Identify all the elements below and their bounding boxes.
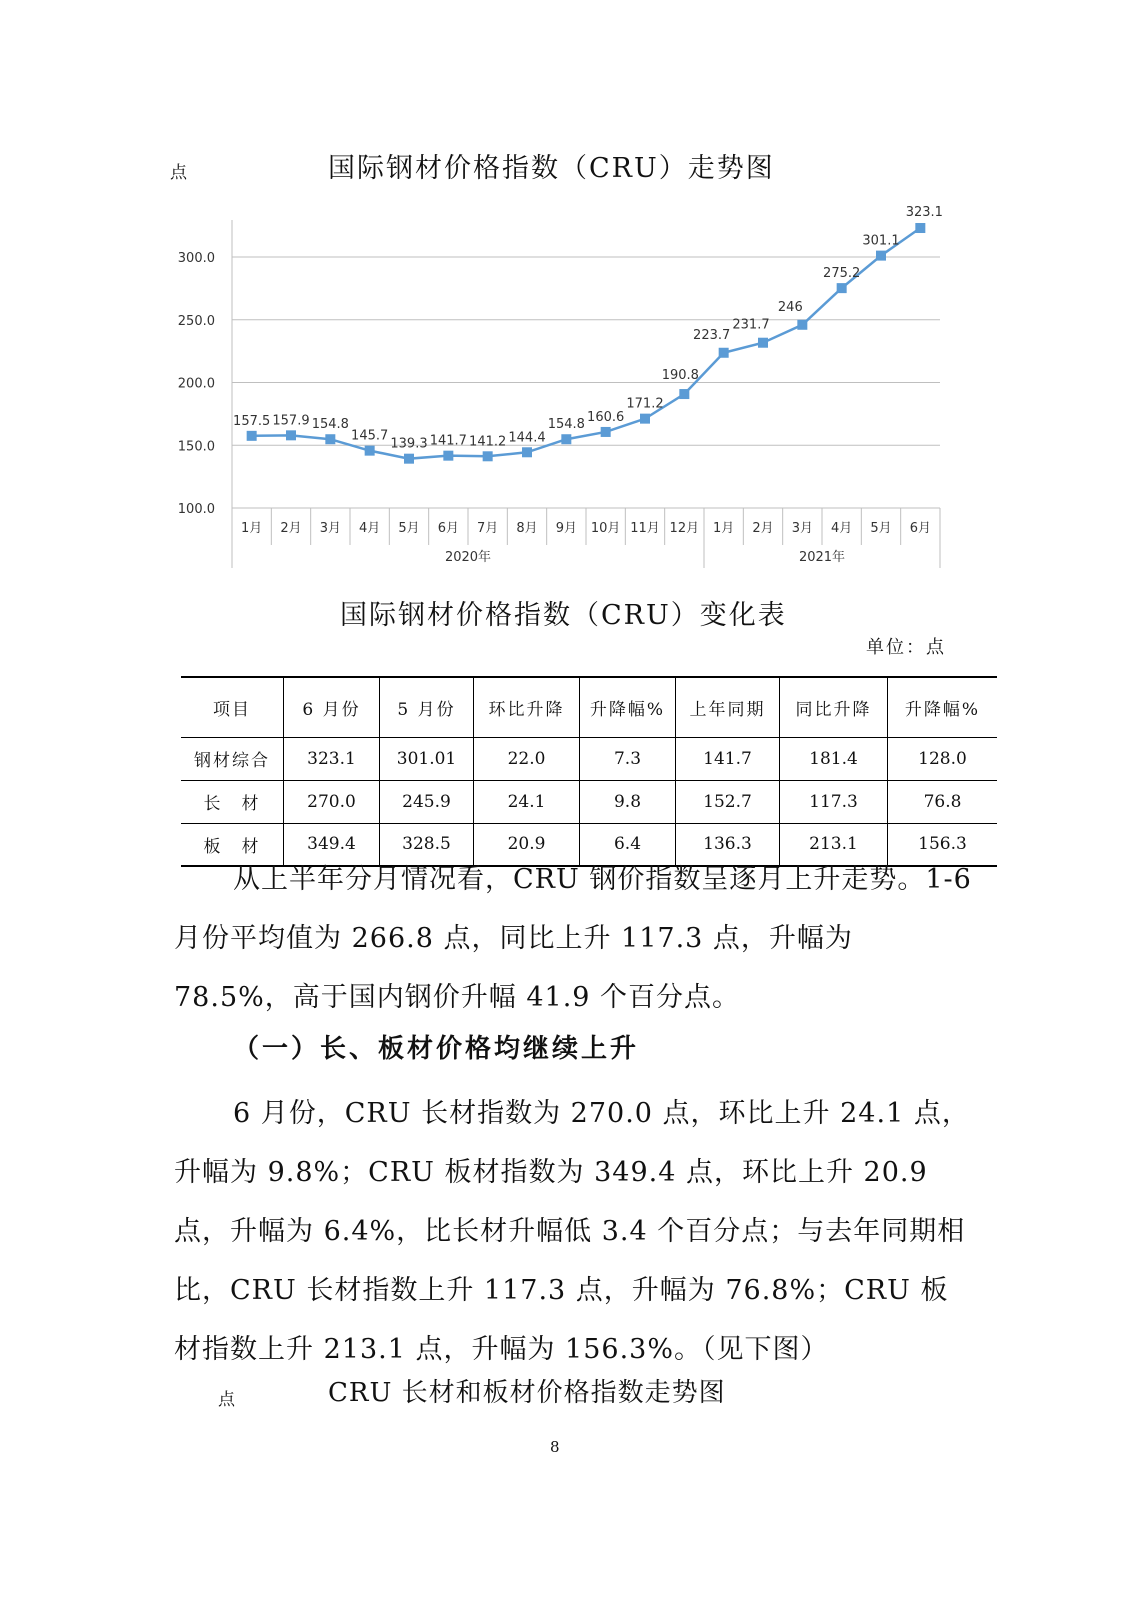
x-group-label: 2021年 [798, 550, 846, 565]
paragraph-2-block [174, 1084, 974, 1379]
data-point [247, 431, 257, 441]
x-tick-label: 3月 [791, 521, 813, 536]
header-mom-change: 环比升降 [474, 677, 580, 737]
cell: 156.3 [888, 823, 998, 866]
data-point [758, 338, 768, 348]
cell: 328.5 [380, 823, 474, 866]
header-yoy-change: 同比升降 [780, 677, 888, 737]
cell: 24.1 [474, 780, 580, 823]
series-line [252, 228, 921, 459]
data-label: 145.7 [351, 428, 389, 444]
data-label: 139.3 [390, 436, 428, 452]
x-tick-label: 9月 [555, 521, 577, 536]
table-row [181, 780, 997, 823]
x-tick-label: 4月 [359, 521, 381, 536]
x-tick-label: 2月 [752, 521, 774, 536]
x-tick-label: 3月 [319, 521, 341, 536]
x-group-label: 2020年 [444, 550, 492, 565]
y-tick-label: 200.0 [177, 376, 215, 392]
data-label: 160.6 [587, 409, 625, 425]
data-label: 154.8 [311, 417, 349, 433]
cell: 301.01 [380, 737, 474, 780]
data-label: 223.7 [693, 327, 731, 343]
data-point [915, 223, 925, 233]
cell: 323.1 [284, 737, 380, 780]
header-june: 6 月份 [284, 677, 380, 737]
y-tick-label: 300.0 [177, 251, 215, 266]
cell: 245.9 [380, 780, 474, 823]
table-unit-note: 单位：点 [866, 637, 946, 658]
cell: 152.7 [676, 780, 780, 823]
x-tick-label: 10月 [590, 521, 621, 536]
paragraph-1-block [174, 850, 974, 1027]
row-name: 钢材综合 [181, 737, 284, 780]
cell: 76.8 [888, 780, 998, 823]
data-label: 246 [777, 299, 803, 315]
header-yoy-pct: 升降幅% [888, 677, 998, 737]
data-point [365, 446, 375, 456]
cru-change-table [181, 676, 997, 867]
data-point [404, 454, 414, 464]
chart1-title: 国际钢材价格指数（CRU）走势图 [328, 153, 775, 184]
data-point [876, 251, 886, 261]
cell: 128.0 [888, 737, 998, 780]
cell: 270.0 [284, 780, 380, 823]
data-point [679, 389, 689, 399]
data-label: 190.8 [661, 368, 699, 384]
data-point [286, 430, 296, 440]
data-point [443, 451, 453, 461]
cell: 349.4 [284, 823, 380, 866]
page-number: 8 [550, 1438, 560, 1456]
x-tick-label: 5月 [398, 521, 420, 536]
table-title: 国际钢材价格指数（CRU）变化表 [340, 600, 787, 631]
cell: 213.1 [780, 823, 888, 866]
data-point [561, 434, 571, 444]
data-label: 275.2 [823, 266, 861, 282]
chart1-gridlines [232, 220, 940, 508]
chart2-title: CRU 长材和板材价格指数走势图 [328, 1378, 726, 1408]
cell: 181.4 [780, 737, 888, 780]
y-tick-label: 100.0 [177, 502, 215, 517]
row-name: 长 材 [181, 780, 284, 823]
data-label: 301.1 [862, 233, 900, 249]
cell: 141.7 [676, 737, 780, 780]
x-tick-label: 7月 [477, 521, 499, 536]
header-may: 5 月份 [380, 677, 474, 737]
x-tick-label: 8月 [516, 521, 538, 536]
header-mom-pct: 升降幅% [580, 677, 676, 737]
data-point [719, 348, 729, 358]
data-label: 141.2 [469, 434, 507, 450]
y-tick-label: 250.0 [177, 313, 215, 329]
x-tick-label: 1月 [241, 521, 263, 536]
data-label: 157.9 [272, 413, 310, 429]
data-point [522, 447, 532, 457]
data-label: 323.1 [905, 205, 943, 221]
cell: 22.0 [474, 737, 580, 780]
paragraph-2: 6 月份，CRU 长材指数为 270.0 点，环比上升 24.1 点，升幅为 9.8%；CRU 板材指数为 349.4 点，环比上升 20.9 点，升幅为 6.4%，比长材升幅低 3.4 个百分点；与去年同期相比，CRU 长材指数上升 117.3 点，升幅为 76.8%；CRU 板材指数上升 213.1 点，升幅为 156.3%。（见下图） [174, 1098, 970, 1365]
cell: 136.3 [676, 823, 780, 866]
header-last-year: 上年同期 [676, 677, 780, 737]
y-tick-label: 150.0 [177, 439, 215, 455]
cell: 117.3 [780, 780, 888, 823]
cell: 9.8 [580, 780, 676, 823]
x-tick-label: 2月 [280, 521, 302, 536]
chart1-y-tick-labels [178, 251, 215, 517]
chart1-x-axis [232, 508, 940, 568]
chart1-data-labels [233, 205, 943, 452]
header-item: 项目 [181, 677, 284, 737]
x-tick-label: 4月 [831, 521, 853, 536]
data-label: 171.2 [626, 396, 664, 412]
row-name: 板 材 [181, 823, 284, 866]
table-header-row [181, 677, 997, 737]
cell: 20.9 [474, 823, 580, 866]
chart1-unit-label: 点 [170, 163, 187, 183]
cell: 7.3 [580, 737, 676, 780]
data-point [837, 283, 847, 293]
data-label: 144.4 [508, 430, 546, 446]
x-tick-label: 1月 [713, 521, 735, 536]
data-label: 154.8 [547, 417, 585, 433]
chart2-unit-label: 点 [218, 1390, 235, 1410]
data-point [483, 451, 493, 461]
data-label: 141.7 [429, 433, 467, 449]
table-row [181, 737, 997, 780]
x-tick-label: 5月 [870, 521, 892, 536]
data-label: 157.5 [233, 413, 271, 429]
data-label: 231.7 [732, 317, 770, 333]
paragraph-1: 从上半年分月情况看，CRU 钢价指数呈逐月上升走势。1-6 月份平均值为 266.8 点，同比上升 117.3 点，升幅为 78.5%，高于国内钢价升幅 41.9 个百分点。 [174, 864, 972, 1013]
x-tick-label: 12月 [669, 521, 700, 536]
data-point [601, 427, 611, 437]
data-point [797, 320, 807, 330]
section-heading: （一）长、板材价格均继续上升 [233, 1034, 640, 1064]
cell: 6.4 [580, 823, 676, 866]
data-point [325, 434, 335, 444]
cru-line-chart [0, 0, 1131, 600]
data-point [640, 414, 650, 424]
x-tick-label: 6月 [437, 521, 459, 536]
x-tick-label: 6月 [909, 521, 931, 536]
x-tick-label: 11月 [630, 521, 660, 536]
